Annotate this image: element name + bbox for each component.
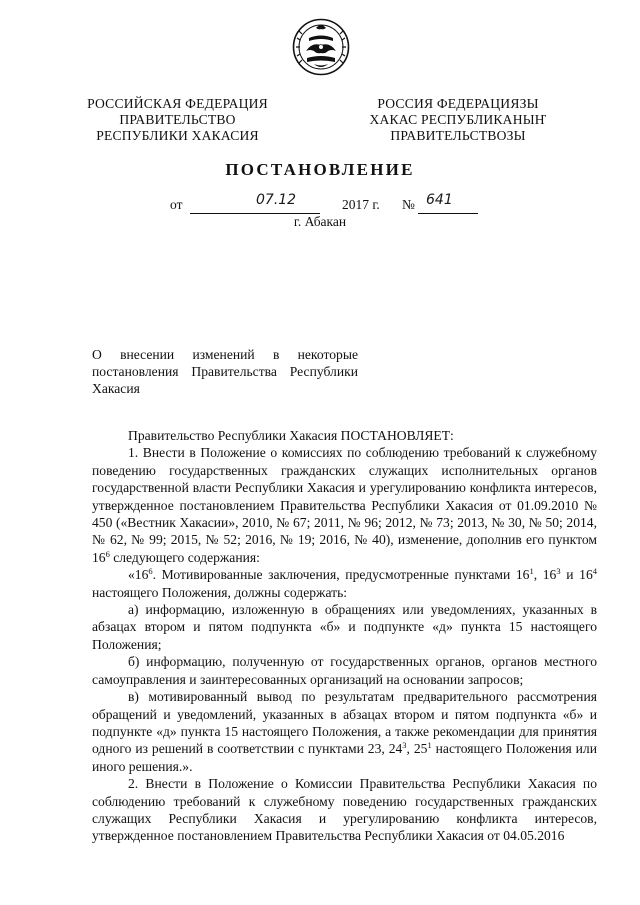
header-khakas [352,96,564,144]
city-label: г. Абакан [293,214,347,229]
number-field [418,192,478,214]
paragraph: «$16^6$. Мотивированные заключения, предусмотренные пунктами $16^1$, $16^3$ и $16^4$ настоящего Положения, должны содержать: [92,566,597,600]
document-title: ПОСТАНОВЛЕНИЕ [225,160,415,179]
year-label: 2017 г. [342,197,380,212]
paragraph: в) мотивированный вывод по результатам предварительного рассмотрения обращений и уведомлений, указанных в абзацах втором и пятом подпункта «б» и подпункте «д» пункта 15 настоящего Положения, а также рекомендации для принятия одного из решений в соответствии с пунктами 23, $24^3$, $25^1$ настоящего Положения или иного решения.». [92,689,597,774]
header-russian [70,96,285,144]
document-subject: О внесении изменений в некоторые постановления Правительства Республики Хакасия [92,347,358,396]
header-left-line: РОССИЙСКАЯ ФЕДЕРАЦИЯ [87,96,268,111]
paragraph: а) информацию, изложенную в обращениях или уведомлениях, указанных в абзацах втором и пятом подпункта «б» и подпункте «д» пункта 15 настоящего Положения; [92,602,597,652]
date-number-line [170,192,490,215]
coat-of-arms-icon [292,18,350,76]
header-right-line: РОССИЯ ФЕДЕРАЦИЯЗЫ [377,96,539,111]
document-body [92,427,597,845]
paragraph: 2. Внести в Положение о Комиссии Правительства Республики Хакасия по соблюдению требований к служебному поведению государственных гражданских служащих Республики Хакасия и урегулированию конфликта интересов, утвержденное постановлением Правительства Республики Хакасия от 04.05.2016 [92,776,597,844]
header-right-line: ХАКАС РЕСПУБЛИКАНЫҤ [369,112,547,127]
header-left-line: ПРАВИТЕЛЬСТВО [119,112,236,127]
header-left-line: РЕСПУБЛИКИ ХАКАСИЯ [96,128,259,143]
number-label: № [402,197,415,212]
handwritten-date: 07.12 [256,192,297,208]
from-label: от [170,197,183,212]
paragraph: б) информацию, полученную от государственных органов, органов местного самоуправления и заинтересованных организаций на основании запросов; [92,654,597,687]
paragraph: Правительство Республики Хакасия ПОСТАНОВЛЯЕТ: [128,428,454,443]
header-right-line: ПРАВИТЕЛЬСТВОЗЫ [390,128,526,143]
date-field [190,192,320,214]
handwritten-number: 641 [426,192,453,208]
paragraph: 1. Внести в Положение о комиссиях по соблюдению требований к служебному поведению государственных гражданских служащих исполнительных органов государственной власти Республики Хакасия и урегулированию конфликта интересов, утвержденное постановлением Правительства Республики Хакасия от 01.09.2010 № 450 («Вестник Хакасии», 2010, № 67; 2011, № 96; 2012, № 73; 2013, № 30, № 50; 2014, № 62, № 99; 2015, № 52; 2016, № 19; 2016, № 40), изменение, дополнив его пунктом $16^6$ следующего содержания: [92,445,597,565]
